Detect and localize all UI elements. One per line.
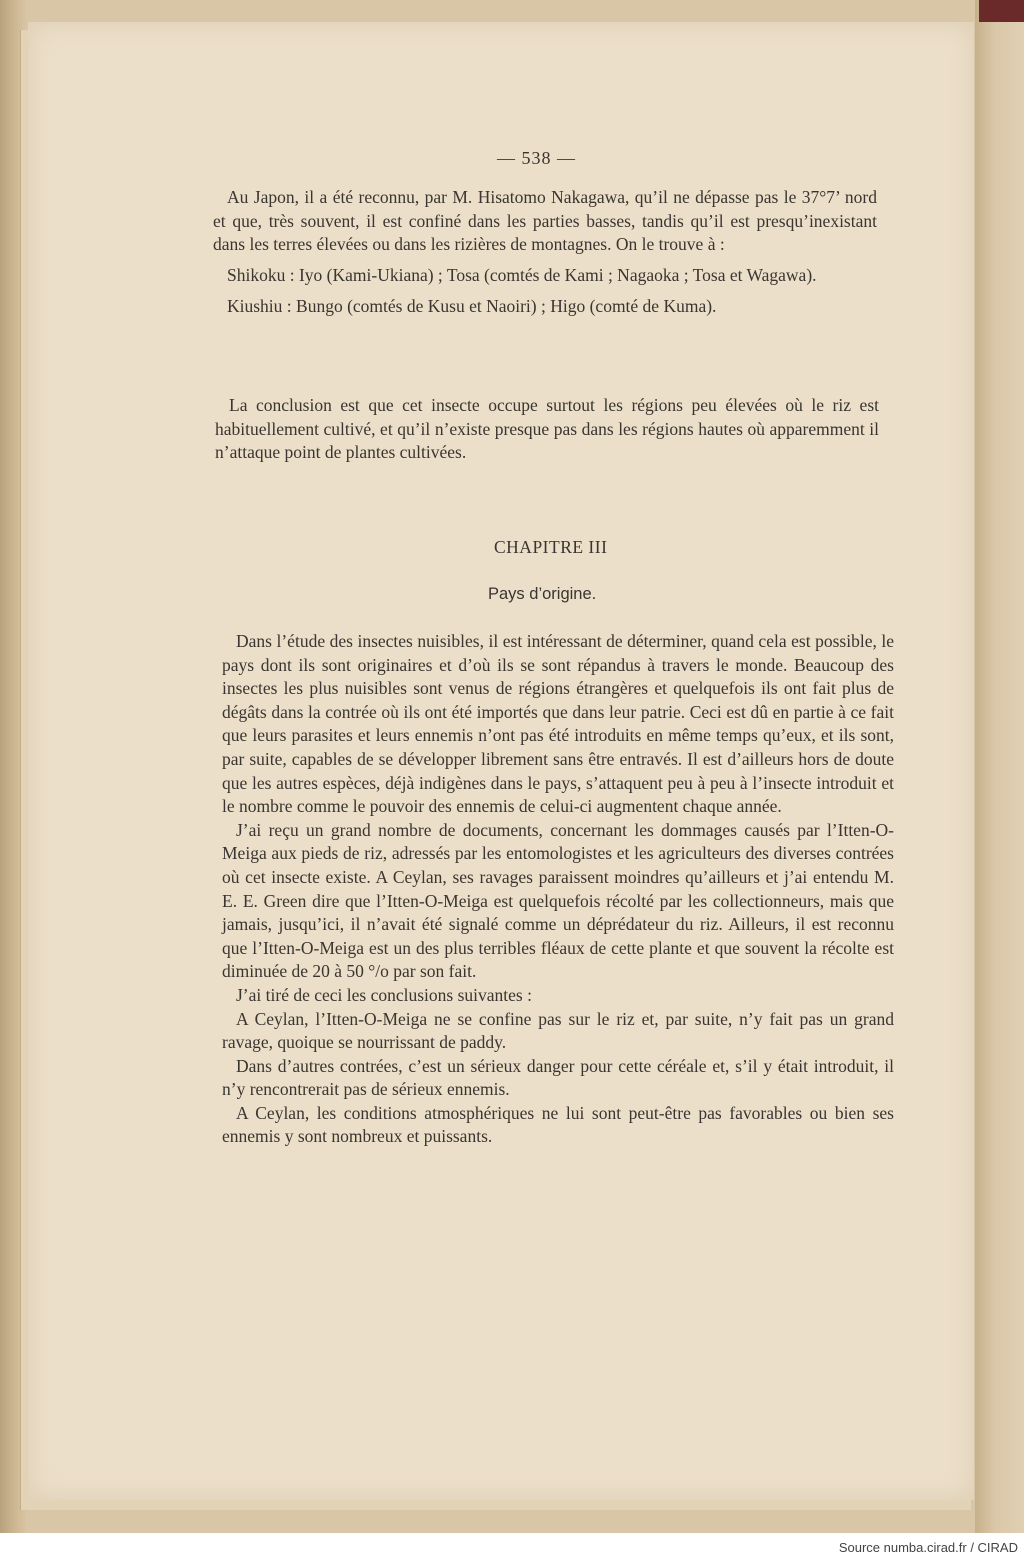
paragraph-block-1 xyxy=(213,186,877,319)
paragraph: J’ai tiré de ceci les conclusions suivantes : xyxy=(236,984,532,1005)
right-page-edge xyxy=(975,0,1024,1533)
paragraph: La conclusion est que cet insecte occupe surtout les régions peu élevées où le riz est habituellement cultivé, et qu’il n’existe presque pas dans les régions hautes où apparemment il n’attaque point de plantes cultivées. xyxy=(215,395,879,463)
chapter-title: CHAPITRE III xyxy=(494,537,608,557)
paragraph: Dans d’autres contrées, c’est un sérieux danger pour cette céréale et, s’il y était introduit, il n’y rencontrerait pas de sérieux ennemis. xyxy=(222,1055,894,1100)
paragraph-block-2 xyxy=(215,394,879,465)
paragraph: A Ceylan, l’Itten-O-Meiga ne se confine pas sur le riz et, par suite, n’y fait pas un grand ravage, quoique se nourrissant de paddy. xyxy=(222,1008,894,1053)
paragraph: J’ai reçu un grand nombre de documents, concernant les dommages causés par l’Itten-O-Meiga aux pieds de riz, adressés par les entomologistes et les agriculteurs des diverses contrées où cet insecte existe. A Ceylan, ses ravages paraissent moindres qu’ailleurs et j’ai entendu M. E. E. Green dire que l’Itten-O-Meiga est quelquefois récolté par les collectionneurs, mais que jamais, jusqu’ici, il n’avait été signalé comme un déprédateur du riz. Ailleurs, il est reconnu que l’Itten-O-Meiga est un des plus terribles fléaux de cette plante et que souvent la récolte est diminuée de 20 à 50 °/o par son fait. xyxy=(222,819,894,982)
page-number: — 538 — xyxy=(497,148,576,168)
source-credit: Source numba.cirad.fr / CIRAD xyxy=(838,1540,1018,1555)
paragraph: A Ceylan, les conditions atmosphériques ne lui sont peut-être pas favorables ou bien ses ennemis y sont nombreux et puissants. xyxy=(222,1102,894,1147)
cover-band xyxy=(979,0,1024,22)
paragraph: Dans l’étude des insectes nuisibles, il est intéressant de déterminer, quand cela est possible, le pays dont ils sont originaires et d’où ils se sont répandus à travers le monde. Beaucoup des insectes les plus nuisibles sont venus de régions étrangères et quelquefois ils ont fait plus de dégâts dans la contrée où ils ont été importés que dans leur patrie. Ceci est dû en partie à ce fait que leurs parasites et leurs ennemis n’ont pas été introduits en même temps qu’eux, et ils sont, par suite, capables de se développer librement sans être entravés. Il est d’ailleurs hors de doute que les autres espèces, déjà indigènes dans le pays, s’attaquent peu à peu à l’insecte introduit et le nombre comme le pouvoir des ennemis de celui-ci augmentent chaque année. xyxy=(222,631,894,817)
paragraph: Kiushiu : Bungo (comtés de Kusu et Naoiri) ; Higo (comté de Kuma). xyxy=(227,296,717,317)
chapter-subtitle: Pays d’origine. xyxy=(488,585,597,603)
paragraph: Au Japon, il a été reconnu, par M. Hisatomo Nakagawa, qu’il ne dépasse pas le 37°7’ nord et que, très souvent, il est confiné dans les parties basses, tandis qu’il est presqu’inexistant dans les terres élevées ou dans les rizières de montagnes. On le trouve à : xyxy=(213,187,877,255)
paragraph-block-3 xyxy=(222,630,894,1149)
paragraph: Shikoku : Iyo (Kami-Ukiana) ; Tosa (comtés de Kami ; Nagaoka ; Tosa et Wagawa). xyxy=(227,264,817,285)
